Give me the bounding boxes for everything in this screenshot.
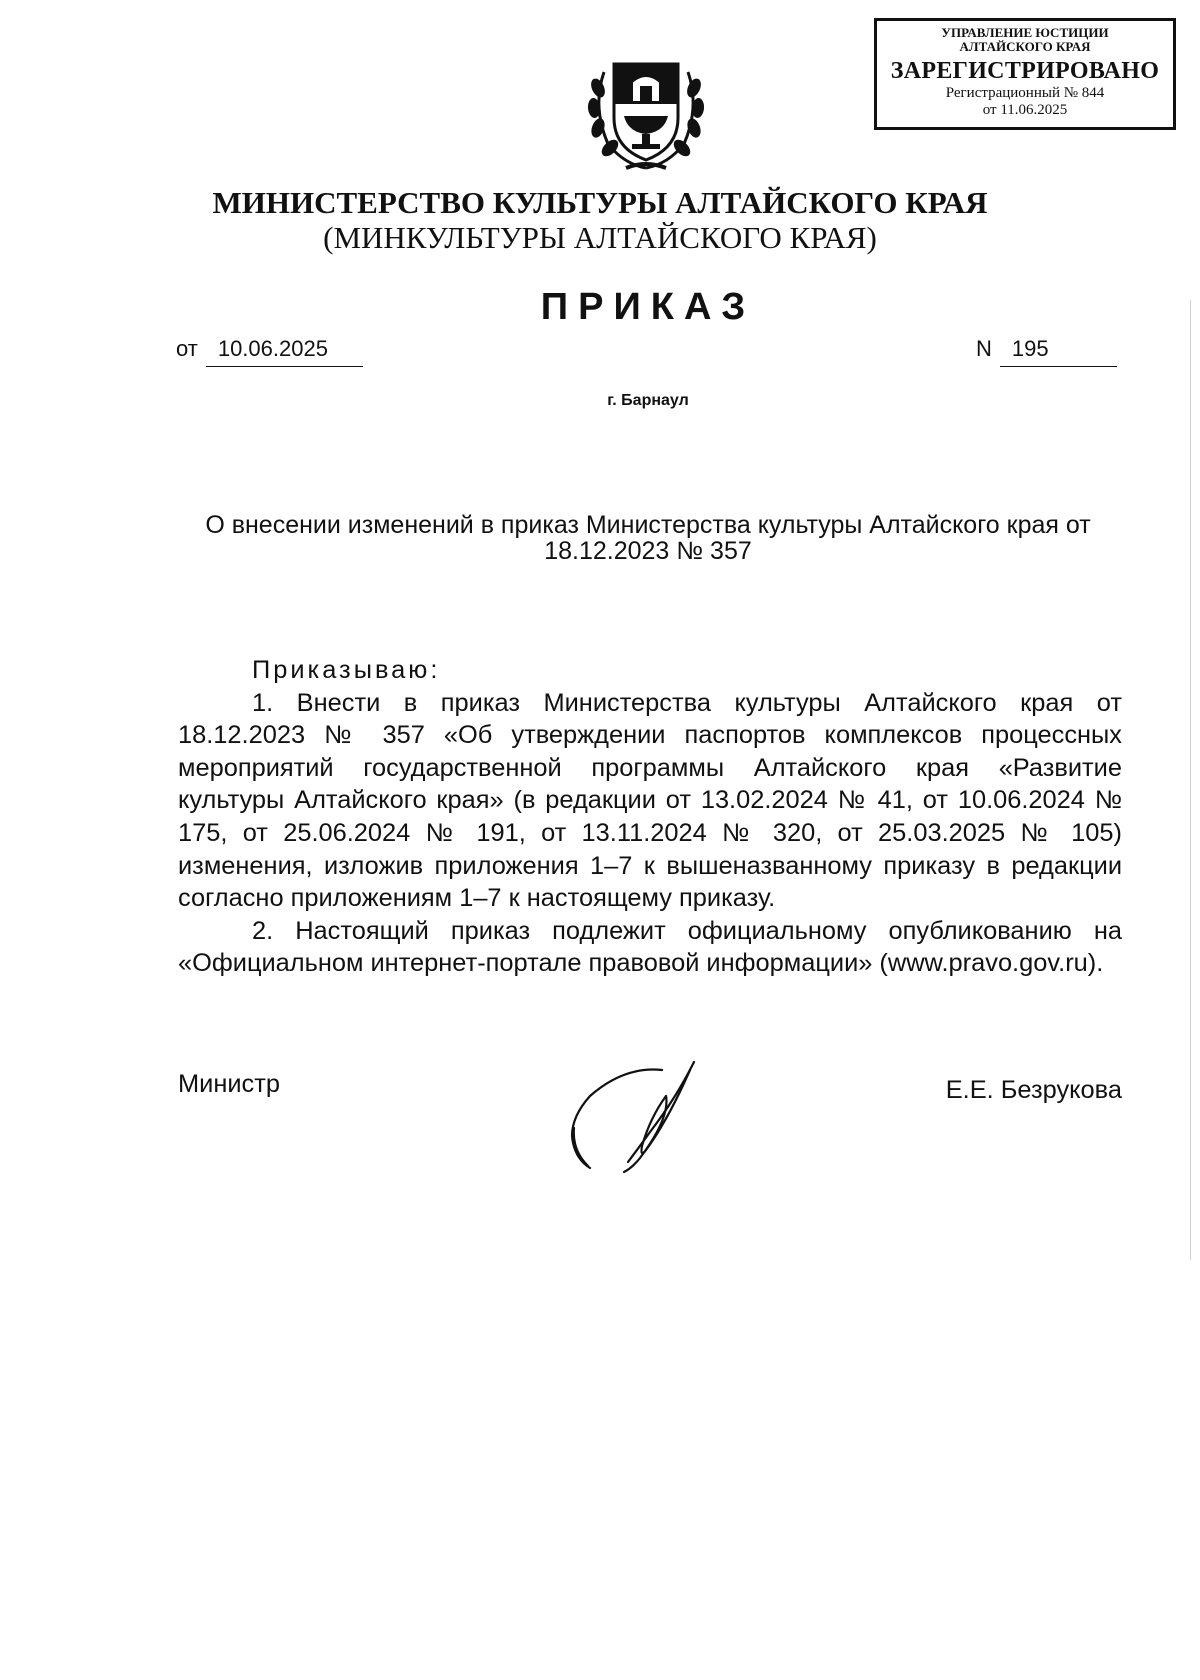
order-word: Приказываю: — [252, 656, 441, 684]
registration-stamp — [874, 18, 1176, 130]
document-type-title: ПРИКАЗ — [540, 286, 756, 328]
document-number — [976, 336, 1117, 367]
document-date — [176, 336, 363, 367]
date-value: 10.06.2025 — [206, 336, 363, 367]
signatory-name: Е.Е. Безрукова — [945, 1076, 1122, 1104]
coat-of-arms-icon — [584, 52, 708, 172]
scan-margin-line — [1190, 300, 1191, 1260]
stamp-organization: УПРАВЛЕНИЕ ЮСТИЦИИ АЛТАЙСКОГО КРАЯ — [941, 25, 1109, 54]
document-subject: О внесении изменений в приказ Министерства культуры Алтайского края от 18.12.2023 № 357 — [205, 511, 1091, 565]
date-prefix: от — [176, 336, 198, 361]
number-value: 195 — [1000, 336, 1117, 367]
stamp-date: от 11.06.2025 — [982, 102, 1068, 118]
body-paragraph-1: 1. Внести в приказ Министерства культуры Алтайского края от 18.12.2023 № 357 «Об утверждении паспортов комплексов процессных мероприятий государственной программы Алтайского края «Развитие культуры Алтайского края» (в редакции от 13.02.2024 № 41, от 10.06.2024 № 175, от 25.06.2024 № 191, от 13.11.2024 № 320, от 25.03.2025 № 105) изменения, изложив приложения 1–7 к вышеназванному приказу в редакции согласно приложениям 1–7 к настоящему приказу. — [178, 688, 1122, 913]
signatory-role: Министр — [178, 1070, 280, 1098]
stamp-title: ЗАРЕГИСТРИРОВАНО — [890, 58, 1160, 84]
document-body — [178, 654, 1122, 980]
ministry-name: МИНИСТЕРСТВО КУЛЬТУРЫ АЛТАЙСКОГО КРАЯ — [212, 185, 988, 220]
ministry-short-name: (МИНКУЛЬТУРЫ АЛТАЙСКОГО КРАЯ) — [323, 220, 877, 255]
handwritten-signature-icon — [566, 1058, 708, 1174]
stamp-registration-number: Регистрационный № 844 — [945, 85, 1105, 101]
number-prefix: N — [976, 336, 992, 361]
body-paragraph-2: 2. Настоящий приказ подлежит официальному опубликованию на «Официальном интернет-портале правовой информации» (www.pravo.gov.ru). — [178, 916, 1122, 978]
city: г. Барнаул — [607, 392, 689, 409]
